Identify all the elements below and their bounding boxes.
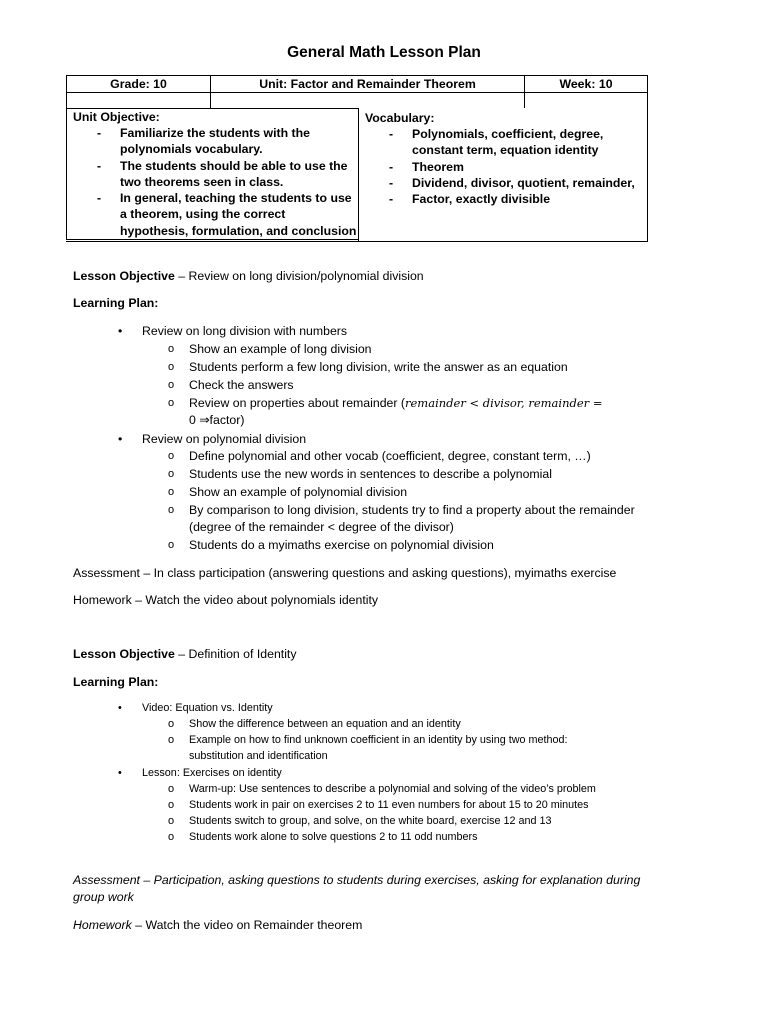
- dash-marker: -: [97, 191, 102, 206]
- vocabulary-item: - Dividend, divisor, quotient, remainder,: [389, 175, 635, 190]
- unit-objective-item: - The students should be able to use the two theorems seen in class.: [97, 158, 348, 189]
- grade-cell: Grade: 10: [67, 76, 211, 93]
- vocabulary-item: - Polynomials, coefficient, degree, constant term, equation identity: [389, 127, 604, 158]
- remainder-math: remainder < divisor, remainder =: [405, 396, 603, 410]
- dash-marker: -: [97, 126, 102, 140]
- lesson2-assessment-continuation: group work: [73, 890, 134, 904]
- unit-objective-item: - In general, teaching the students to use a theorem, using the correct hypothesis, formulation, and conclusion: [97, 191, 357, 238]
- dash-marker: -: [97, 158, 102, 173]
- empty-cell: [211, 93, 525, 109]
- table-right-border: [647, 108, 648, 242]
- empty-cell: [525, 93, 648, 109]
- vocabulary-item: - Theorem: [389, 159, 464, 174]
- lesson1-homework: Homework – Watch the video about polynomials identity: [73, 593, 379, 607]
- table-bottom-border: [66, 241, 648, 242]
- vocabulary-cell: [358, 108, 648, 242]
- week-cell: Week: 10: [525, 76, 648, 93]
- empty-cell: [67, 93, 211, 109]
- lesson1-objective: Lesson Objective – Review on long division/polynomial division: [73, 269, 424, 283]
- unit-objective-heading: Unit Objective:: [73, 110, 160, 124]
- vocabulary-item: - Factor, exactly divisible: [389, 192, 551, 207]
- unit-objective-item: - Familiarize the students with the polynomials vocabulary.: [97, 126, 310, 157]
- lesson2-learning-plan: Learning Plan:: [73, 675, 159, 689]
- lesson2-assessment: Assessment – Participation, asking questions to students during exercises, asking for explanation during: [73, 873, 641, 887]
- vocabulary-heading: Vocabulary:: [365, 111, 435, 125]
- lesson2-objective: Lesson Objective – Definition of Identity: [73, 647, 297, 661]
- lesson1-learning-plan: Learning Plan:: [73, 296, 159, 310]
- vocabulary-list: [365, 126, 642, 207]
- lesson1-assessment: Assessment – In class participation (answering questions and asking questions), myimaths exercise: [73, 566, 617, 580]
- unit-cell: Unit: Factor and Remainder Theorem: [211, 76, 525, 93]
- lesson2-homework: Homework – Watch the video on Remainder theorem: [73, 918, 363, 932]
- page-title: General Math Lesson Plan: [287, 44, 481, 61]
